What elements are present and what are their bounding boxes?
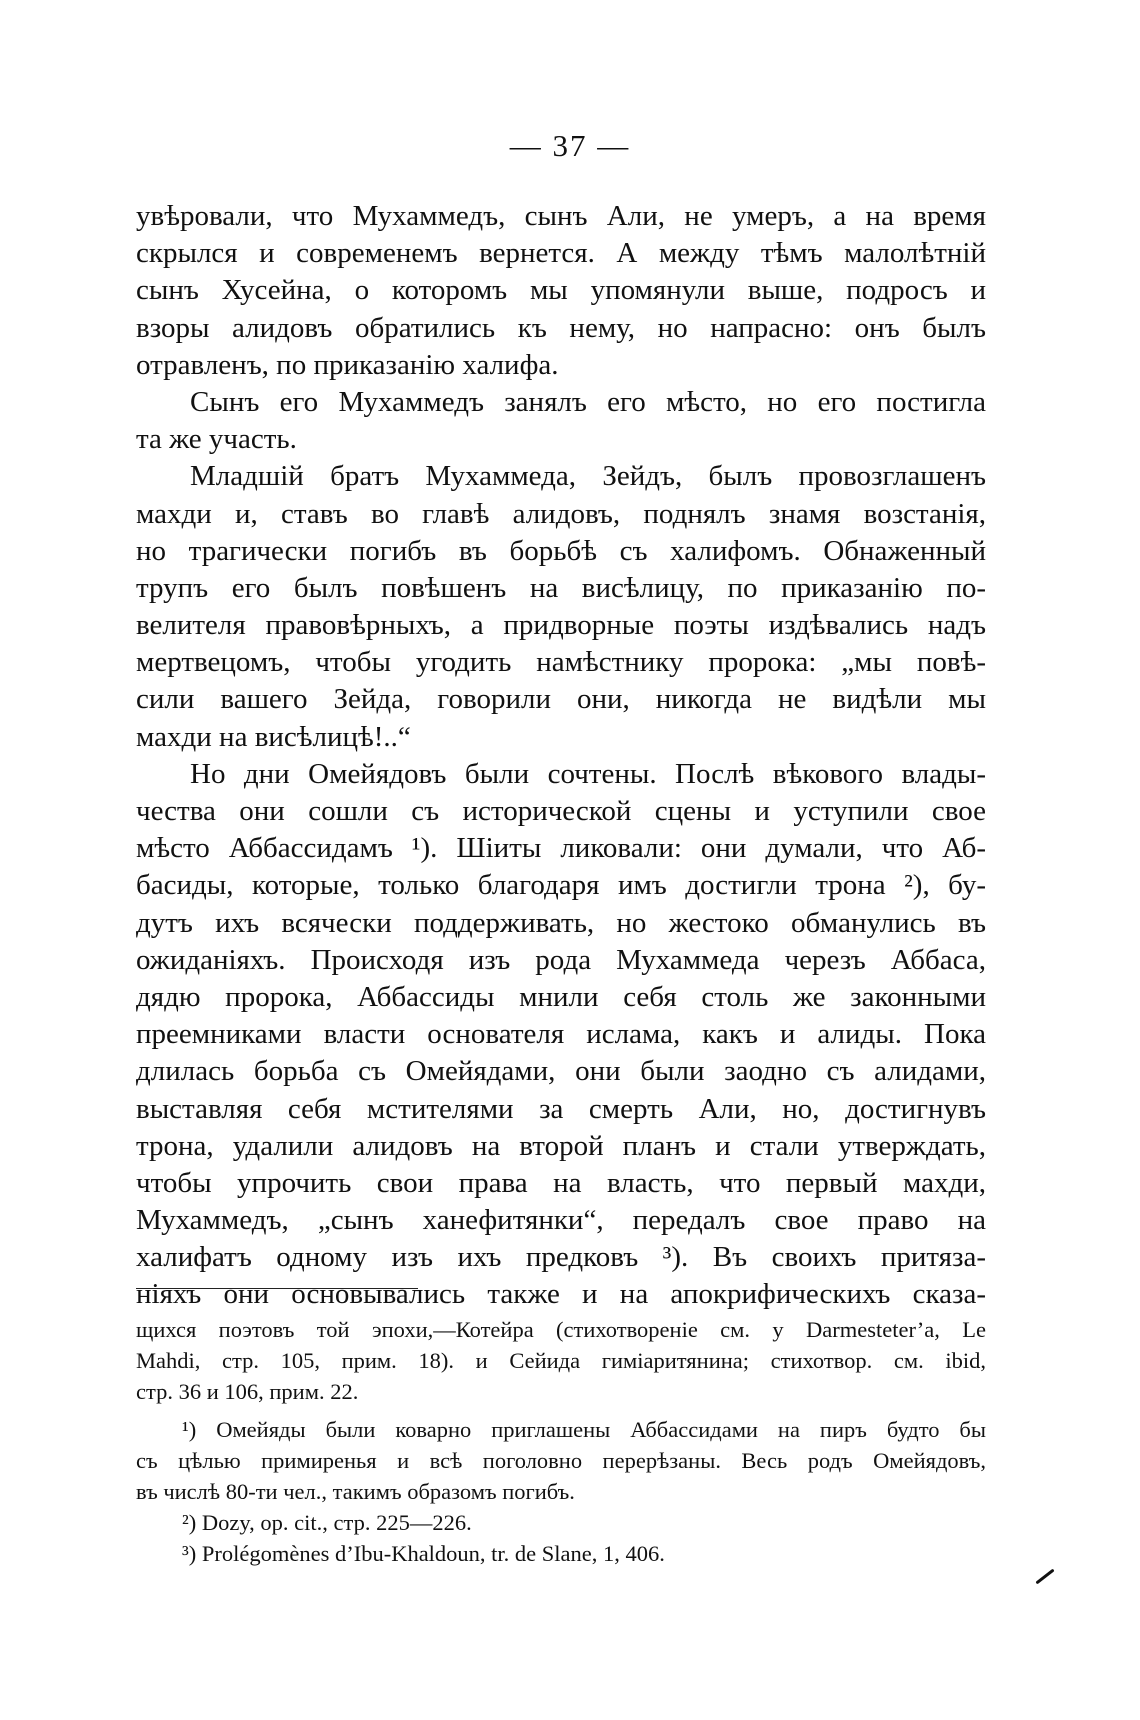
- body-text: [136, 198, 986, 1314]
- body-line: та же участь.: [136, 423, 297, 456]
- body-line: отравленъ, по приказанію халифа.: [136, 348, 559, 381]
- footnote-line: ¹) Омейяды были коварно приглашены Аббассидами на пиръ будто бы: [182, 1416, 986, 1442]
- body-line: сили вашего Зейда, говорили они, никогда не видѣли мы: [136, 683, 986, 716]
- ink-mark: [1035, 1569, 1054, 1585]
- body-line: мѣсто Аббассидамъ ¹). Шіиты ликовали: они думали, что Аб-: [136, 832, 986, 865]
- body-line: басиды, которые, только благодаря имъ достигли трона ²), бу-: [136, 869, 986, 902]
- body-line: сынъ Хусейна, о которомъ мы упомянули выше, подросъ и: [136, 274, 986, 307]
- body-line: велителя правовѣрныхъ, а придворные поэты издѣвались надъ: [136, 609, 986, 642]
- body-line: ожиданіяхъ. Происходя изъ рода Мухаммеда черезъ Аббаса,: [136, 943, 986, 976]
- body-line: ніяхъ они основывались также и на апокрифическихъ сказа-: [136, 1278, 986, 1311]
- body-line: Младшій братъ Мухаммеда, Зейдъ, былъ провозглашенъ: [190, 460, 986, 493]
- footnote-line: стр. 36 и 106, прим. 22.: [136, 1379, 359, 1405]
- body-line: трупъ его былъ повѣшенъ на висѣлицу, по приказанію по-: [136, 571, 986, 604]
- body-line: трона, удалили алидовъ на второй планъ и стали утверждать,: [136, 1129, 986, 1162]
- body-line: махди на висѣлицѣ!..“: [136, 720, 411, 753]
- body-line: дутъ ихъ всячески поддерживать, но жестоко обманулись въ: [136, 906, 986, 939]
- footnotes: [136, 1314, 986, 1570]
- body-line: выставляя себя мстителями за смерть Али, но, достигнувъ: [136, 1092, 986, 1125]
- body-line: преемниками власти основателя ислама, какъ и алиды. Пока: [136, 1018, 986, 1051]
- body-line: халифатъ одному изъ ихъ предковъ ³). Въ своихъ притяза-: [136, 1241, 986, 1274]
- body-line: длилась борьба съ Омейядами, они были заодно съ алидами,: [136, 1055, 986, 1088]
- body-line: но трагически погибъ въ борьбѣ съ халифомъ. Обнаженный: [136, 534, 986, 567]
- body-line: мертвецомъ, чтобы угодить намѣстнику пророка: „мы повѣ-: [136, 646, 986, 679]
- body-line: чтобы упрочить свои права на власть, что первый махди,: [136, 1166, 986, 1199]
- footnote-line: съ цѣлью примиренья и всѣ поголовно перерѣзаны. Весь родъ Омейядовъ,: [136, 1447, 986, 1473]
- footnote-line: ³) Prolégomènes d’Ibu-Khaldoun, tr. de Slane, 1, 406.: [182, 1541, 665, 1567]
- body-line: Сынъ его Мухаммедъ занялъ его мѣсто, но его постигла: [190, 385, 986, 418]
- body-line: дядю пророка, Аббассиды мнили себя столь же законными: [136, 980, 986, 1013]
- footnote-divider: [136, 1288, 418, 1289]
- footnote-line: въ числѣ 80-ти чел., такимъ образомъ погибъ.: [136, 1478, 575, 1504]
- footnote-line: щихся поэтовъ той эпохи,—Котейра (стихотвореніе см. у Darmesteter’a, Le: [136, 1317, 986, 1342]
- body-line: скрылся и современемъ вернется. А между тѣмъ малолѣтній: [136, 237, 986, 270]
- body-line: Мухаммедъ, „сынъ ханефитянки“, передалъ свое право на: [136, 1204, 986, 1237]
- body-line: чества они сошли съ исторической сцены и уступили свое: [136, 795, 986, 827]
- body-line: взоры алидовъ обратились къ нему, но напрасно: онъ былъ: [136, 311, 986, 344]
- body-line: махди и, ставъ во главѣ алидовъ, поднялъ знамя возстанія,: [136, 497, 986, 530]
- footnote-line: ²) Dozy, op. cit., стр. 225—226.: [182, 1510, 472, 1536]
- page-number: — 37 —: [509, 128, 631, 163]
- body-line: увѣровали, что Мухаммедъ, сынъ Али, не умеръ, а на время: [136, 200, 986, 232]
- footnote-line: Mahdi, стр. 105, прим. 18). и Сейида гиміаритянина; стихотвор. см. ibid,: [136, 1348, 986, 1374]
- body-line: Но дни Омейядовъ были сочтены. Послѣ вѣкового влады-: [190, 757, 986, 790]
